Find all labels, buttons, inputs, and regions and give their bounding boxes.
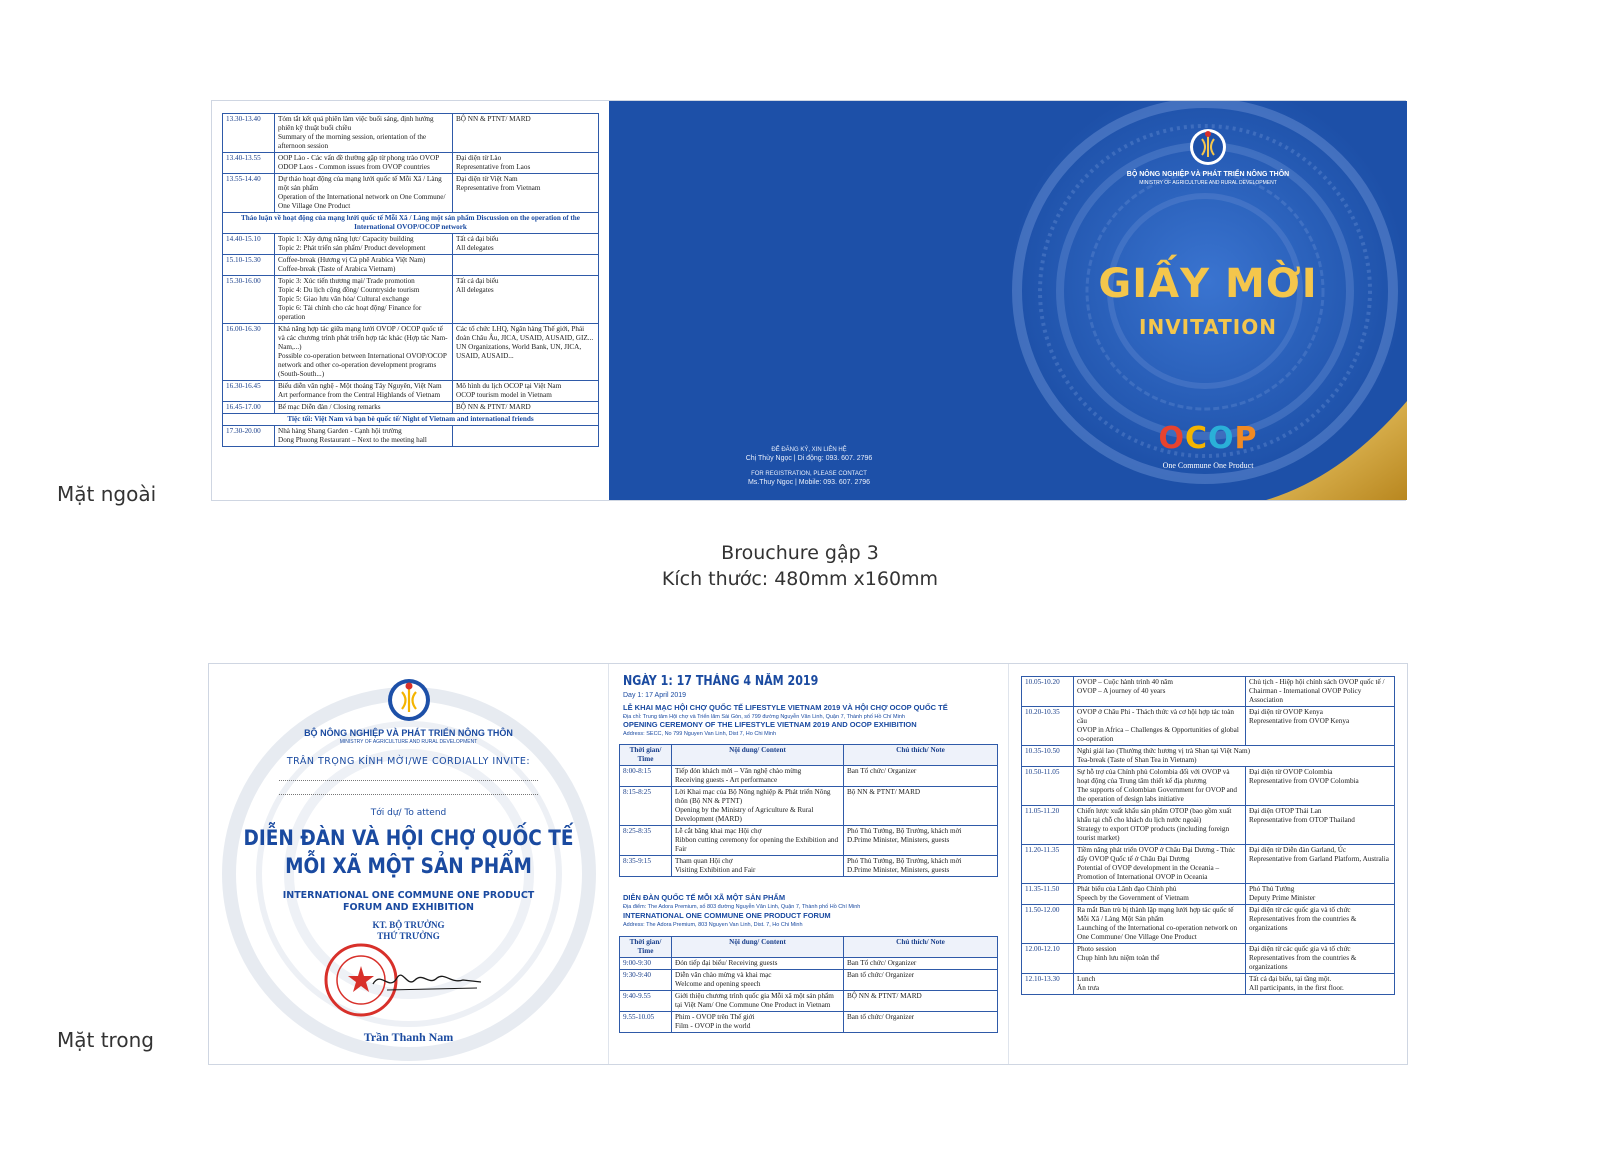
row-content: Photo session Chụp hình lưu niệm toàn thể xyxy=(1074,944,1246,974)
section2-title-en: INTERNATIONAL ONE COMMUNE ONE PRODUCT FORUM xyxy=(623,911,831,920)
row-content: Biểu diễn văn nghệ - Một thoáng Tây Nguyên, Việt Nam Art performance from the Central Highlands of Vietnam xyxy=(275,381,453,402)
row-time: 15.30-16.00 xyxy=(223,276,275,324)
registration-en-contact: Ms.Thuy Ngoc | Mobile: 093. 607. 2796 xyxy=(747,479,871,486)
row-note: Tất cả đại biểu, tại tầng một. All participants, in the first floor. xyxy=(1246,974,1395,995)
invitee-name-line-1 xyxy=(279,780,538,781)
row-content: Lunch Ăn trưa xyxy=(1074,974,1246,995)
inner-middle-panel xyxy=(609,664,1009,1064)
col-header-note: Chú thích/ Note xyxy=(844,745,998,766)
afternoon-agenda-row xyxy=(223,153,599,174)
row-time: 16.00-16.30 xyxy=(223,324,275,381)
section1-address-vi: Địa chỉ: Trung tâm Hội chợ và Triển lãm Sài Gòn, số 799 đường Nguyễn Văn Linh, Quận 7, Thành phố Hồ Chí Minh xyxy=(623,714,905,720)
outer-front-panel xyxy=(1009,101,1407,500)
row-note xyxy=(453,255,599,276)
row-content: Khả năng hợp tác giữa mạng lưới OVOP / OCOP quốc tế và các chương trình phát triển hợp tác khác (Hợp tác Nam-Nam,...) Possible co-operation between International OVOP/OCOP network and other co-operation development programs (South-South...) xyxy=(275,324,453,381)
row-time: 13.30-13.40 xyxy=(223,114,275,153)
late-morning-table xyxy=(1021,676,1395,995)
row-content: Tham quan Hội chợ Visiting Exhibition and Fair xyxy=(672,856,844,877)
row-time: 9:00-9:30 xyxy=(620,958,672,970)
outer-middle-panel xyxy=(609,101,1009,500)
afternoon-agenda-row xyxy=(223,381,599,402)
front-title-vi: GIẤY MỜI xyxy=(1098,261,1318,307)
row-note: Tất cả đại biểu All delegates xyxy=(453,276,599,324)
section2-address-vi: Địa điểm: The Adora Premium, số 803 đường Nguyễn Văn Linh, Quận 7, Thành phố Hồ Chí Minh xyxy=(623,904,861,910)
row-note: Chủ tịch - Hiệp hội chính sách OVOP quốc tế / Chairman - International OVOP Policy Association xyxy=(1246,677,1395,707)
opening-ceremony-row xyxy=(620,826,998,856)
row-time: 12.00-12.10 xyxy=(1022,944,1074,974)
row-note: BỘ NN & PTNT/ MARD xyxy=(844,991,998,1012)
row-content: Ra mắt Ban trù bị thành lập mạng lưới hợp tác quốc tế Mỗi Xã / Làng Một Sản phẩm Launching of the International co-operation network on One Commune/ One Village One Product xyxy=(1074,905,1246,944)
row-note: Phó Thủ Tướng, Bộ Trưởng, khách mời D.Prime Minister, Ministers, guests xyxy=(844,856,998,877)
late-morning-row xyxy=(1022,677,1395,707)
caption-title: Brouchure gập 3 xyxy=(721,542,879,564)
afternoon-agenda-row xyxy=(223,234,599,255)
opening-ceremony-table xyxy=(619,744,998,877)
row-time: 13.55-14.40 xyxy=(223,174,275,213)
row-time: 12.10-13.30 xyxy=(1022,974,1074,995)
signature-title-1: KT. BỘ TRƯỞNG xyxy=(372,920,445,930)
row-note: Đại diện từ OVOP Colombia Representative from OVOP Colombia xyxy=(1246,767,1395,806)
opening-ceremony-row xyxy=(620,766,998,787)
inner-left-panel xyxy=(209,664,609,1064)
section2-address-en: Address: The Adora Premium, 803 Nguyen Van Linh, Dist. 7, Ho Chi Minh xyxy=(623,922,803,928)
row-time: 10.05-10.20 xyxy=(1022,677,1074,707)
row-time: 13.40-13.55 xyxy=(223,153,275,174)
row-time: 10.20-10.35 xyxy=(1022,707,1074,746)
row-note: Các tổ chức LHQ, Ngân hàng Thế giới, Phái đoàn Châu Âu, JICA, USAID, AUSAID, GIZ... UN Organizations, World Bank, UN, JICA, USAID, AUSAID... xyxy=(453,324,599,381)
afternoon-agenda-row xyxy=(223,402,599,414)
row-note: Đại diện OTOP Thái Lan Representative from OTOP Thailand xyxy=(1246,806,1395,845)
row-time: 8:00-8:15 xyxy=(620,766,672,787)
late-morning-row xyxy=(1022,944,1395,974)
late-morning-row xyxy=(1022,905,1395,944)
event-title-en-2: FORUM AND EXHIBITION xyxy=(343,902,474,913)
ocop-letter-o1: O xyxy=(1158,421,1185,456)
row-note: Đại diện từ các quốc gia và tổ chức Representatives from the countries & organizations xyxy=(1246,944,1395,974)
row-content: OVOP – Cuộc hành trình 40 năm OVOP – A journey of 40 years xyxy=(1074,677,1246,707)
row-content: Phim - OVOP trên Thế giới Film - OVOP in the world xyxy=(672,1012,844,1033)
ministry-emblem-icon xyxy=(386,676,432,724)
invitee-name-line-2 xyxy=(279,794,538,795)
row-content: Sự hỗ trợ của Chính phủ Colombia đối với OVOP và hoạt động của Trung tâm thiết kế địa phương The supports of Colombian Government for OVOP and the operation of design labs initiative xyxy=(1074,767,1246,806)
registration-en-title: FOR REGISTRATION, PLEASE CONTACT xyxy=(751,471,867,477)
row-content: OOP Lào - Các vấn đề thường gặp từ phong trào OVOP ODOP Laos - Common issues from OVOP countries xyxy=(275,153,453,174)
row-content: Topic 1: Xây dựng năng lực/ Capacity building Topic 2: Phát triển sản phẩm/ Product development xyxy=(275,234,453,255)
row-content: Coffee-break (Hương vị Cà phê Arabica Việt Nam) Coffee-break (Taste of Arabica Vietnam) xyxy=(275,255,453,276)
ministry-emblem-icon xyxy=(1188,125,1228,169)
afternoon-agenda-row xyxy=(223,276,599,324)
forum-table-wrap xyxy=(619,936,998,1033)
invite-line: TRÂN TRỌNG KÍNH MỜI/WE CORDIALLY INVITE: xyxy=(286,756,531,767)
afternoon-agenda-row xyxy=(223,114,599,153)
event-title-en-1: INTERNATIONAL ONE COMMUNE ONE PRODUCT xyxy=(282,890,535,901)
afternoon-agenda-row xyxy=(223,174,599,213)
outer-left-panel xyxy=(212,101,609,500)
attend-line: Tới dự/ To attend xyxy=(370,808,447,818)
registration-vi-contact: Chị Thùy Ngọc | Di động: 093. 607. 2796 xyxy=(745,455,873,462)
row-time: 9:40-9.55 xyxy=(620,991,672,1012)
ocop-tagline: One Commune One Product xyxy=(1162,461,1254,470)
ocop-letter-o2: O xyxy=(1208,421,1235,456)
event-title-vi-1: DIỄN ĐÀN VÀ HỘI CHỢ QUỐC TẾ xyxy=(243,826,574,850)
row-time: 8:25-8:35 xyxy=(620,826,672,856)
inner-spread xyxy=(208,663,1408,1065)
section-heading: Thảo luận về hoạt động của mạng lưới quốc tế Mỗi Xã / Làng một sản phẩm Discussion on the operation of the International OVOP/OCOP network xyxy=(223,213,599,234)
front-ministry-en: MINISTRY OF AGRICULTURE AND RURAL DEVELOPMENT xyxy=(1139,180,1277,186)
opening-table-wrap xyxy=(619,744,998,877)
afternoon-agenda-row xyxy=(223,426,599,447)
outer-spread xyxy=(211,100,1406,501)
label-inner: Mặt trong xyxy=(57,1028,154,1052)
inner-right-panel xyxy=(1009,664,1409,1064)
row-note: Bộ NN & PTNT/ MARD xyxy=(844,787,998,826)
forum-table xyxy=(619,936,998,1033)
row-note: Đại diện từ Diễn đàn Garland, Úc Representative from Garland Platform, Australia xyxy=(1246,845,1395,884)
row-time: 10.35-10.50 xyxy=(1022,746,1074,767)
inner-ministry-en: MINISTRY OF AGRICULTURE AND RURAL DEVELOPMENT xyxy=(339,739,478,745)
forum-row xyxy=(620,991,998,1012)
event-title-vi-2: MỖI XÃ MỘT SẢN PHẨM xyxy=(285,854,532,878)
row-content: Nghỉ giải lao (Thưởng thức hương vị trà Shan tại Việt Nam) Tea-break (Taste of Shan Tea in Vietnam) xyxy=(1074,746,1395,767)
row-time: 11.05-11.20 xyxy=(1022,806,1074,845)
col-header-note: Chú thích/ Note xyxy=(844,937,998,958)
row-note: Đại diện từ các quốc gia và tổ chức Representatives from the countries & organizations xyxy=(1246,905,1395,944)
opening-ceremony-row xyxy=(620,856,998,877)
row-content: Tiềm năng phát triển OVOP ở Châu Đại Dương - Thúc đẩy OVOP Quốc tế ở Châu Đại Dương Potential of OVOP development in the Oceania – Promotion of International OVOP in Oceania xyxy=(1074,845,1246,884)
forum-row xyxy=(620,1012,998,1033)
late-morning-row xyxy=(1022,806,1395,845)
row-time: 8:35-9:15 xyxy=(620,856,672,877)
handwritten-signature xyxy=(367,962,487,1002)
row-note xyxy=(453,426,599,447)
col-header-content: Nội dung/ Content xyxy=(672,937,844,958)
row-content: Phát biểu của Lãnh đạo Chính phủ Speech by the Government of Vietnam xyxy=(1074,884,1246,905)
row-note: Mô hình du lịch OCOP tại Việt Nam OCOP tourism model in Vietnam xyxy=(453,381,599,402)
row-note: Phó Thủ Tướng, Bộ Trưởng, khách mời D.Prime Minister, Ministers, guests xyxy=(844,826,998,856)
row-content: OVOP ở Châu Phi - Thách thức và cơ hội hợp tác toàn cầu OVOP in Africa – Challenges & Opportunities of global co-operation xyxy=(1074,707,1246,746)
forum-row xyxy=(620,970,998,991)
row-note: Phó Thủ Tướng Deputy Prime Minister xyxy=(1246,884,1395,905)
row-time: 14.40-15.10 xyxy=(223,234,275,255)
row-time: 8:15-8:25 xyxy=(620,787,672,826)
late-morning-row xyxy=(1022,767,1395,806)
ocop-letter-c: C xyxy=(1184,421,1209,456)
front-title-en: INVITATION xyxy=(1139,315,1277,339)
late-morning-row xyxy=(1022,707,1395,746)
row-time: 17.30-20.00 xyxy=(223,426,275,447)
section-heading: Tiệc tối: Việt Nam và bạn bè quốc tế/ Night of Vietnam and international friends xyxy=(223,414,599,426)
col-header-time: Thời gian/ Time xyxy=(620,937,672,958)
col-header-content: Nội dung/ Content xyxy=(672,745,844,766)
row-content: Đón tiếp đại biểu/ Receiving guests xyxy=(672,958,844,970)
row-time: 9.55-10.05 xyxy=(620,1012,672,1033)
row-content: Bế mạc Diễn đàn / Closing remarks xyxy=(275,402,453,414)
row-content: Topic 3: Xúc tiến thương mại/ Trade promotion Topic 4: Du lịch cộng đồng/ Countryside tourism Topic 5: Giao lưu văn hóa/ Cultural exchange Topic 6: Tài chính cho các hoạt động/ Finance for operation xyxy=(275,276,453,324)
row-content: Lời Khai mạc của Bộ Nông nghiệp & Phát triển Nông thôn (Bộ NN & PTNT) Opening by the Ministry of Agriculture & Rural Development (MARD) xyxy=(672,787,844,826)
row-time: 10.50-11.05 xyxy=(1022,767,1074,806)
row-time: 15.10-15.30 xyxy=(223,255,275,276)
row-content: Diễn văn chào mừng và khai mạc Welcome and opening speech xyxy=(672,970,844,991)
afternoon-agenda-table xyxy=(222,113,599,447)
row-time: 11.35-11.50 xyxy=(1022,884,1074,905)
row-content: Tóm tắt kết quả phiên làm việc buổi sáng, định hướng phiên kỹ thuật buổi chiều Summary of the morning session, orientation of the afternoon session xyxy=(275,114,453,153)
day-title-vi: NGÀY 1: 17 THÁNG 4 NĂM 2019 xyxy=(623,674,819,689)
section1-title-en: OPENING CEREMONY OF THE LIFESTYLE VIETNAM 2019 AND OCOP EXHIBITION xyxy=(623,720,917,729)
row-note: Đại diện từ OVOP Kenya Representative from OVOP Kenya xyxy=(1246,707,1395,746)
front-ministry-vi: BỘ NÔNG NGHIỆP VÀ PHÁT TRIỂN NÔNG THÔN xyxy=(1126,171,1290,178)
row-note: BỘ NN & PTNT/ MARD xyxy=(453,402,599,414)
row-note: Tất cả đại biểu All delegates xyxy=(453,234,599,255)
row-note: Ban tổ chức/ Organizer xyxy=(844,1012,998,1033)
row-note: Ban Tổ chức/ Organizer xyxy=(844,766,998,787)
late-morning-row xyxy=(1022,974,1395,995)
caption-size: Kích thước: 480mm x160mm xyxy=(661,568,939,590)
row-content: Dự thảo hoạt động của mạng lưới quốc tế Mỗi Xã / Làng một sản phẩm Operation of the International network on One Commune/ One Village One Product xyxy=(275,174,453,213)
row-time: 16.45-17.00 xyxy=(223,402,275,414)
afternoon-agenda-row xyxy=(223,414,599,426)
signature-title-2: THỨ TRƯỞNG xyxy=(377,931,440,941)
row-content: Giới thiệu chương trình quốc gia Mỗi xã một sản phẩm tại Việt Nam/ One Commune One Product in Vietnam xyxy=(672,991,844,1012)
row-content: Tiếp đón khách mời – Văn nghệ chào mừng Receiving guests - Art performance xyxy=(672,766,844,787)
row-note: Đại diện từ Lào Representative from Laos xyxy=(453,153,599,174)
inner-ministry-vi: BỘ NÔNG NGHIỆP VÀ PHÁT TRIỂN NÔNG THÔN xyxy=(304,728,513,738)
label-outer: Mặt ngoài xyxy=(57,482,157,506)
row-note: BỘ NN & PTNT/ MARD xyxy=(453,114,599,153)
signer-name: Trần Thanh Nam xyxy=(363,1030,454,1044)
section1-address-en: Address: SECC, No 799 Nguyen Van Linh, Dist 7, Ho Chi Minh xyxy=(623,731,777,737)
row-note: Ban Tổ chức/ Organizer xyxy=(844,958,998,970)
row-time: 11.20-11.35 xyxy=(1022,845,1074,884)
late-morning-row xyxy=(1022,746,1395,767)
late-morning-row xyxy=(1022,884,1395,905)
registration-vi-title: ĐỂ ĐĂNG KÝ, XIN LIÊN HỆ xyxy=(771,447,847,453)
forum-row xyxy=(620,958,998,970)
afternoon-agenda-row xyxy=(223,213,599,234)
col-header-time: Thời gian/ Time xyxy=(620,745,672,766)
ocop-letter-p: P xyxy=(1234,421,1258,456)
row-time: 11.50-12.00 xyxy=(1022,905,1074,944)
row-note: Đại diện từ Việt Nam Representative from Vietnam xyxy=(453,174,599,213)
day-title-en: Day 1: 17 April 2019 xyxy=(623,692,687,699)
afternoon-agenda-row xyxy=(223,255,599,276)
section2-title-vi: DIỄN ĐÀN QUỐC TẾ MỖI XÃ MỘT SẢN PHẨM xyxy=(623,893,786,902)
row-note: Ban tổ chức/ Organizer xyxy=(844,970,998,991)
row-content: Chiến lược xuất khẩu sản phẩm OTOP (bao gồm xuất khẩu tại chỗ cho khách du lịch nước ngoài) Strategy to export OTOP products (including foreign tourist market) xyxy=(1074,806,1246,845)
section1-title-vi: LỄ KHAI MẠC HỘI CHỢ QUỐC TẾ LIFESTYLE VIETNAM 2019 VÀ HỘI CHỢ OCOP QUỐC TẾ xyxy=(623,703,948,712)
row-content: Nhà hàng Shang Garden - Cạnh hội trường Dong Phuong Restaurant – Next to the meeting hall xyxy=(275,426,453,447)
afternoon-agenda-row xyxy=(223,324,599,381)
row-time: 16.30-16.45 xyxy=(223,381,275,402)
row-time: 9:30-9:40 xyxy=(620,970,672,991)
opening-ceremony-row xyxy=(620,787,998,826)
late-morning-row xyxy=(1022,845,1395,884)
ocop-logo xyxy=(1009,421,1407,456)
row-content: Lễ cắt băng khai mạc Hội chợ Ribbon cutting ceremony for opening the Exhibition and Fair xyxy=(672,826,844,856)
